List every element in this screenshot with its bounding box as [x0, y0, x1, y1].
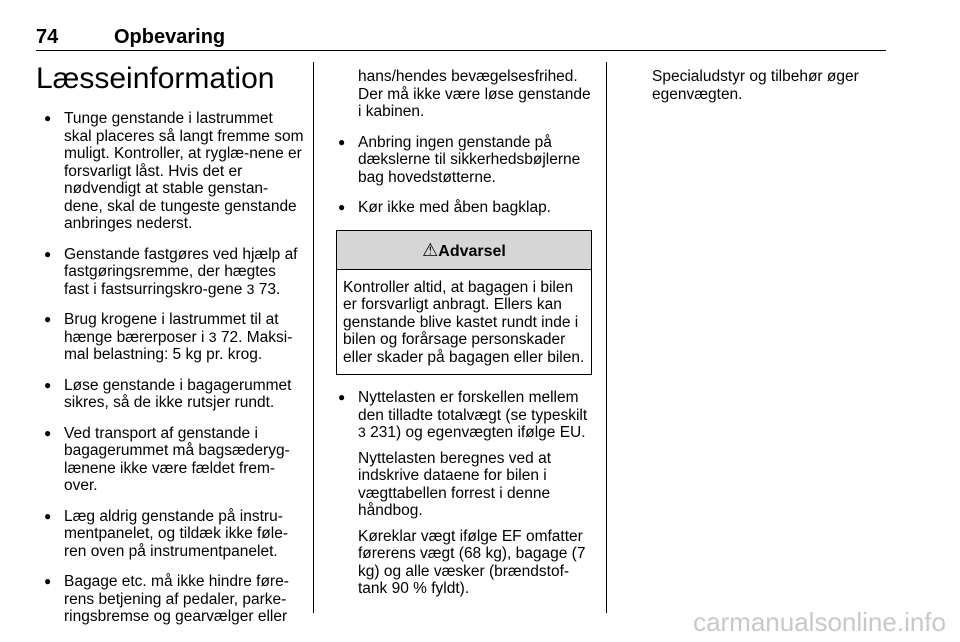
section-title: Opbevaring [114, 26, 226, 48]
warning-triangle-icon: ⚠ [422, 239, 439, 260]
list-item: ● Læg aldrig genstande på instru-mentpanelet, og tildæk ikke føle-ren oven på instrumentpanelet. [42, 508, 304, 561]
bullet-list [42, 110, 304, 626]
page-number: 74 [36, 26, 59, 48]
page-ref[interactable]: 231) [370, 424, 402, 441]
page-ref[interactable]: 73. [258, 280, 281, 298]
page-ref-arrow-icon[interactable]: 3 [358, 424, 366, 440]
paragraph: Specialudstyr og tilbehør øger egenvægten. [652, 68, 859, 103]
paragraph: Køreklar vægt ifølge EF omfatter førerens vægt (68 kg), bagage (7 kg) og alle væsker (brændstof-tank 90 % fyldt). [358, 527, 586, 597]
page-ref[interactable]: 72. [220, 328, 243, 346]
list-item: ● Tunge genstande i lastrummet skal placeres så langt fremme som muligt. Kontroller, at ryglæ-nene er forsvarligt låst. Hvis det er nødvendigt at stable genstan-dene, skal de tungeste genstande anbringes nederst. [42, 110, 304, 233]
list-item: ● Genstande fastgøres ved hjælp af fastgøringsremme, der hægtes fast i fastsurringskro-gene 3 73. [42, 246, 304, 299]
column-divider-2 [606, 62, 607, 613]
page-header [36, 26, 884, 52]
bullet-list [336, 389, 592, 598]
column-1 [42, 110, 304, 639]
list-item: ● Kør ikke med åben bagklap. [336, 199, 592, 217]
column-divider-1 [313, 62, 314, 613]
page-ref-arrow-icon[interactable]: 3 [246, 280, 255, 297]
watermark: carmanualsonline.info [693, 607, 946, 637]
warning-title: Advarsel [438, 242, 506, 260]
header-divider [36, 50, 886, 51]
column-3 [652, 68, 882, 103]
page-title: Læsseinformation [36, 62, 275, 95]
page-ref-arrow-icon[interactable]: 3 [208, 328, 217, 345]
bullet-list [336, 134, 592, 217]
warning-box [336, 230, 592, 376]
warning-header [337, 231, 591, 270]
warning-text: Kontroller altid, at bagagen i bilen er forsvarligt anbragt. Ellers kan genstande blive kastet rundt inde i bilen og forårsage personskader eller skader på bagagen eller bilen. [343, 278, 585, 366]
list-item: ● Anbring ingen genstande på dækslerne til sikkerhedsbøjlerne bag hovedstøtterne. [336, 134, 592, 187]
continuation-text: hans/hendes bevægelsesfrihed. Der må ikke være løse genstande i kabinen. [358, 68, 591, 120]
list-item: ● Løse genstande i bagagerummet sikres, så de ikke rutsjer rundt. [42, 377, 304, 412]
list-item: ● Bagage etc. må ikke hindre føre-rens betjening af pedaler, parke-ringsbremse og gearvælger eller [42, 573, 304, 626]
list-item: ● Nyttelasten er forskellen mellem den tilladte totalvægt (se typeskilt 3 231) og egenvægten ifølge EU. Nyttelasten beregnes ved at indskrive dataene for bilen i vægttabellen forrest i denne håndbog. Køreklar vægt ifølge EF omfatter førerens vægt (68 kg), bagage (7 kg) og alle væsker (brændstof-tank 90 % fyldt). [336, 389, 592, 598]
list-item: ● Brug krogene i lastrummet til at hænge bærerposer i 3 72. Maksi-mal belastning: 5 kg pr. krog. [42, 311, 304, 364]
column-2 [336, 68, 592, 611]
list-item: ● Ved transport af genstande i bagagerummet må bagsæderyg-lænene ikke være fældet frem-over. [42, 425, 304, 495]
paragraph: Nyttelasten beregnes ved at indskrive dataene for bilen i vægttabellen forrest i denne håndbog. [358, 449, 552, 519]
